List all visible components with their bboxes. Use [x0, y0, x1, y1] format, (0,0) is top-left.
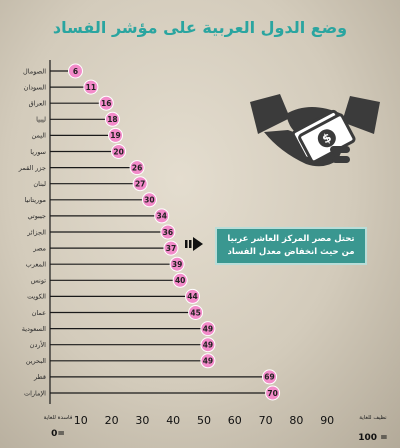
country-label: الجزائر	[27, 228, 46, 237]
country-label: المغرب	[25, 260, 46, 269]
scale-left-value: 0=	[51, 429, 65, 439]
country-label: السودان	[23, 83, 46, 92]
country-label: الإمارات	[23, 389, 46, 398]
value-label: 69	[264, 372, 275, 382]
value-label: 36	[162, 227, 174, 237]
handshake-money-icon	[250, 90, 380, 190]
country-label: تونس	[30, 276, 46, 285]
scale-left-note: فاسدة للغاية	[43, 415, 73, 421]
arrow-right-icon	[185, 236, 205, 252]
value-label: 49	[202, 340, 214, 350]
scale-right-note: نظيف للغاية	[359, 415, 387, 421]
country-label: جيبوتي	[27, 212, 46, 221]
x-tick-label: 90	[320, 414, 335, 427]
egypt-rank-callout	[215, 227, 367, 265]
country-label: العراق	[28, 99, 46, 108]
value-label: 49	[202, 356, 214, 366]
x-tick-label: 60	[227, 414, 242, 427]
x-tick-label: 80	[289, 414, 304, 427]
value-label: 70	[267, 388, 278, 398]
value-label: 19	[110, 131, 121, 141]
x-tick-label: 10	[73, 414, 88, 427]
country-label: الصومال	[23, 67, 46, 76]
country-label: الكويت	[27, 292, 46, 301]
callout-line-1: تحتل مصر المركز العاشر عربيا	[227, 234, 355, 244]
country-label: ليبيا	[36, 115, 46, 124]
country-label: قطر	[33, 373, 46, 382]
scale-right-value: 100 =	[358, 433, 388, 443]
value-label: 44	[187, 292, 198, 302]
value-label: 16	[101, 99, 112, 108]
country-label: السعودية	[21, 324, 46, 333]
chart-title: وضع الدول العربية على مؤشر الفساد	[52, 18, 348, 37]
callout-line-2: من حيث انخفاض معدل الفساد	[227, 247, 355, 257]
country-label: مصر	[33, 244, 46, 253]
value-label: 27	[134, 179, 146, 189]
country-label: اليمن	[31, 131, 46, 140]
x-tick-label: 50	[197, 414, 211, 427]
value-label: 49	[202, 324, 214, 334]
value-label: 34	[156, 211, 167, 221]
value-label: 40	[174, 276, 186, 286]
x-tick-label: 30	[135, 414, 150, 427]
country-label: الأردن	[29, 341, 46, 349]
value-label: 37	[165, 243, 177, 253]
value-label: 18	[107, 115, 118, 125]
value-label: 30	[144, 195, 155, 205]
svg-text:$: $	[319, 130, 334, 147]
value-label: 45	[190, 308, 201, 318]
value-label: 39	[171, 260, 183, 269]
x-tick-label: 70	[258, 414, 273, 427]
value-label: 26	[131, 163, 143, 173]
country-label: البحرين	[25, 357, 46, 366]
country-label: موريتانيا	[24, 196, 46, 205]
country-label: عمان	[31, 308, 46, 317]
country-label: سوريا	[30, 147, 46, 156]
x-tick-label: 20	[104, 414, 119, 427]
x-tick-label: 40	[166, 414, 181, 427]
value-label: 20	[113, 147, 124, 157]
country-label: جزر القمر	[18, 163, 46, 172]
value-label: 6	[72, 66, 79, 76]
country-label: لبنان	[33, 180, 46, 188]
value-label: 11	[85, 82, 97, 92]
